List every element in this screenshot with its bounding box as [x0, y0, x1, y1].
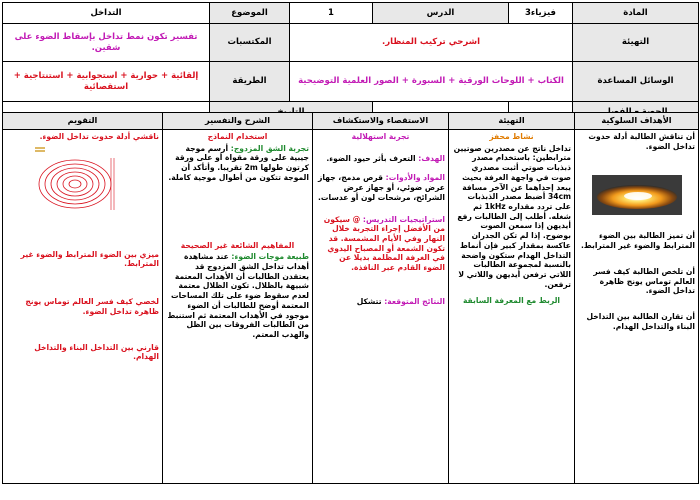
subject-value: فيزياء3: [509, 3, 573, 24]
goal-text: التعرف بأثر حيود الضوء.: [326, 153, 416, 163]
col-warmup: التهيئة: [449, 113, 575, 130]
topic-label: الموضوع: [210, 3, 290, 24]
eval-question-1: ناقشي أدلة حدوث تداخل الضوء.: [39, 132, 159, 141]
misc-title: المفاهيم الشائعة غير الصحيحة: [180, 240, 295, 250]
col-explain: الشرح والتفسير: [163, 113, 313, 130]
eval-question-2: ميزي بين الضوء المترابط والضوء غير المترابط.: [20, 249, 159, 269]
method-value: إلقائية + حوارية + استجوابية + استنتاجية + استقصائية: [3, 62, 210, 102]
topic-value: التداخل: [3, 3, 210, 24]
objective-1: أن تناقش الطالبة أدلة حدوث تداخل الضوء.: [588, 132, 695, 151]
misc-subtitle: طبيعة موجات الضوء:: [231, 252, 309, 262]
col-objectives: الأهداف السلوكية: [575, 113, 699, 130]
warmup-cell: [449, 130, 575, 484]
aids-value: الكتاب + اللوحات الورقية + السبورة + الصور العلمية التوضيحية: [290, 62, 573, 102]
objective-4: أن تقارن الطالبة بين التداخل البناء والتداخل الهدام.: [586, 312, 695, 331]
method-label: الطريقة: [210, 62, 290, 102]
misc-body: عند مشاهدة أهداب تداخل الشق المزدوج قد يعتقدن الطالبات أن الأهداب المعتمة شبيهة بالظلال. تكون الظلال معتمة لعدم سقوط ضوء على تلك المساحات المعتمة أوضح للطالبات أن الضوء موجود في الأهداب المعتمة ثم استنبط من الطالبات الفروقات بين الظل والهدب المعتم.: [167, 252, 309, 340]
outcomes-label: المكتسبات: [210, 24, 290, 62]
inquiry-cell: [313, 130, 449, 484]
materials-label: المواد والأدوات:: [385, 173, 445, 183]
flame-image: [592, 175, 682, 215]
explain-cell: [163, 130, 313, 484]
results-text: تتشكل: [356, 296, 382, 306]
lesson-label: الدرس: [373, 3, 509, 24]
explain-body: أرسم موجة جيبية على ورقة مقواة أو على ورقة كرتون طولها 2m تقريبا. وأتأكد أن الموجة تتكون من أطوال موجية كاملة.: [168, 143, 309, 182]
eval-question-4: قارني بين التداخل البناء والتداخل الهدام.: [34, 342, 159, 362]
warmup-title: نشاط محفز: [489, 132, 534, 141]
evaluation-cell: [3, 130, 163, 484]
strategies-label: استراتيجيات التدريس:: [362, 214, 445, 224]
inquiry-title: تجربة استهلالية: [351, 132, 410, 141]
objective-3: أن تلخص الطالبة كيف فسر العالم توماس يونج ظاهرة تداخل الضوء.: [593, 266, 695, 296]
results-label: النتائج المتوقعة:: [384, 296, 445, 306]
lesson-value: 1: [290, 3, 373, 24]
objectives-cell: [575, 130, 699, 484]
aids-label: الوسائل المساعدة: [573, 62, 699, 102]
outcomes-value: تفسير تكون نمط تداخل بإسقاط الضوء على شقين.: [3, 24, 210, 62]
col-evaluation: التقويم: [3, 113, 163, 130]
warmup-value: اشرحي تركيب المنظار.: [290, 24, 573, 62]
materials-text: قرص مدمج، جهاز عرض ضوئي، أو جهاز عرض الشرائح، مرشحات لون أو عدسات.: [317, 173, 445, 202]
warmup-label: التهيئة: [573, 24, 699, 62]
col-inquiry: الاستقصاء والاستكشاف: [313, 113, 449, 130]
strategies-text: @ سيكون من الأفضل إجراء التجربة خلال النهار وفي الأيام المشمسة. قد تكون الشمعة أو المصباح اليدوي في الغرفة المظلمة بديلا عن الضوء القادم عبر النافذة.: [323, 214, 445, 273]
explain-subtitle: تجربة الشق المزدوج:: [230, 143, 309, 153]
subject-label: المادة: [573, 3, 699, 24]
lesson-body-table: [2, 112, 699, 484]
lesson-plan-table: [2, 2, 699, 123]
objective-2: أن تميز الطالبة بين الضوء المترابط والضوء غير المترابط.: [580, 231, 695, 251]
eval-question-3: لخصي كيف فسر العالم توماس يونج ظاهرة تداخل الضوء.: [25, 297, 159, 316]
wave-interference-diagram: [33, 144, 133, 214]
goal-label: الهدف:: [418, 153, 445, 163]
warmup-footer: الربط مع المعرفة السابقة: [462, 295, 561, 305]
explain-title: استخدام النماذج: [207, 132, 268, 141]
warmup-body: تداخل ناتج عن مصدرين صوتيين مترابطين: باستخدام مصدر ذبذبات صوتي أثبت مصدري صوت في واجهة الغرفة بحيث يبعد إحداهما عن الآخر مسافة 34cm أضبط مصدر الذبذبات على تردد مقداره 1kHz ثم شغله. أطلب إلى الطالبات رفع أيديهن إذا سمعن الصوت بوضوح. إذا لم تكن الجدران عاكسة بمقدار كبير فإن أنماط التداخل الهدام ستكون واضحة بالنسبة لمجموعة الطالبات اللاتي ترفعن أيديهن واللاتي لا ترفعن.: [453, 143, 571, 289]
